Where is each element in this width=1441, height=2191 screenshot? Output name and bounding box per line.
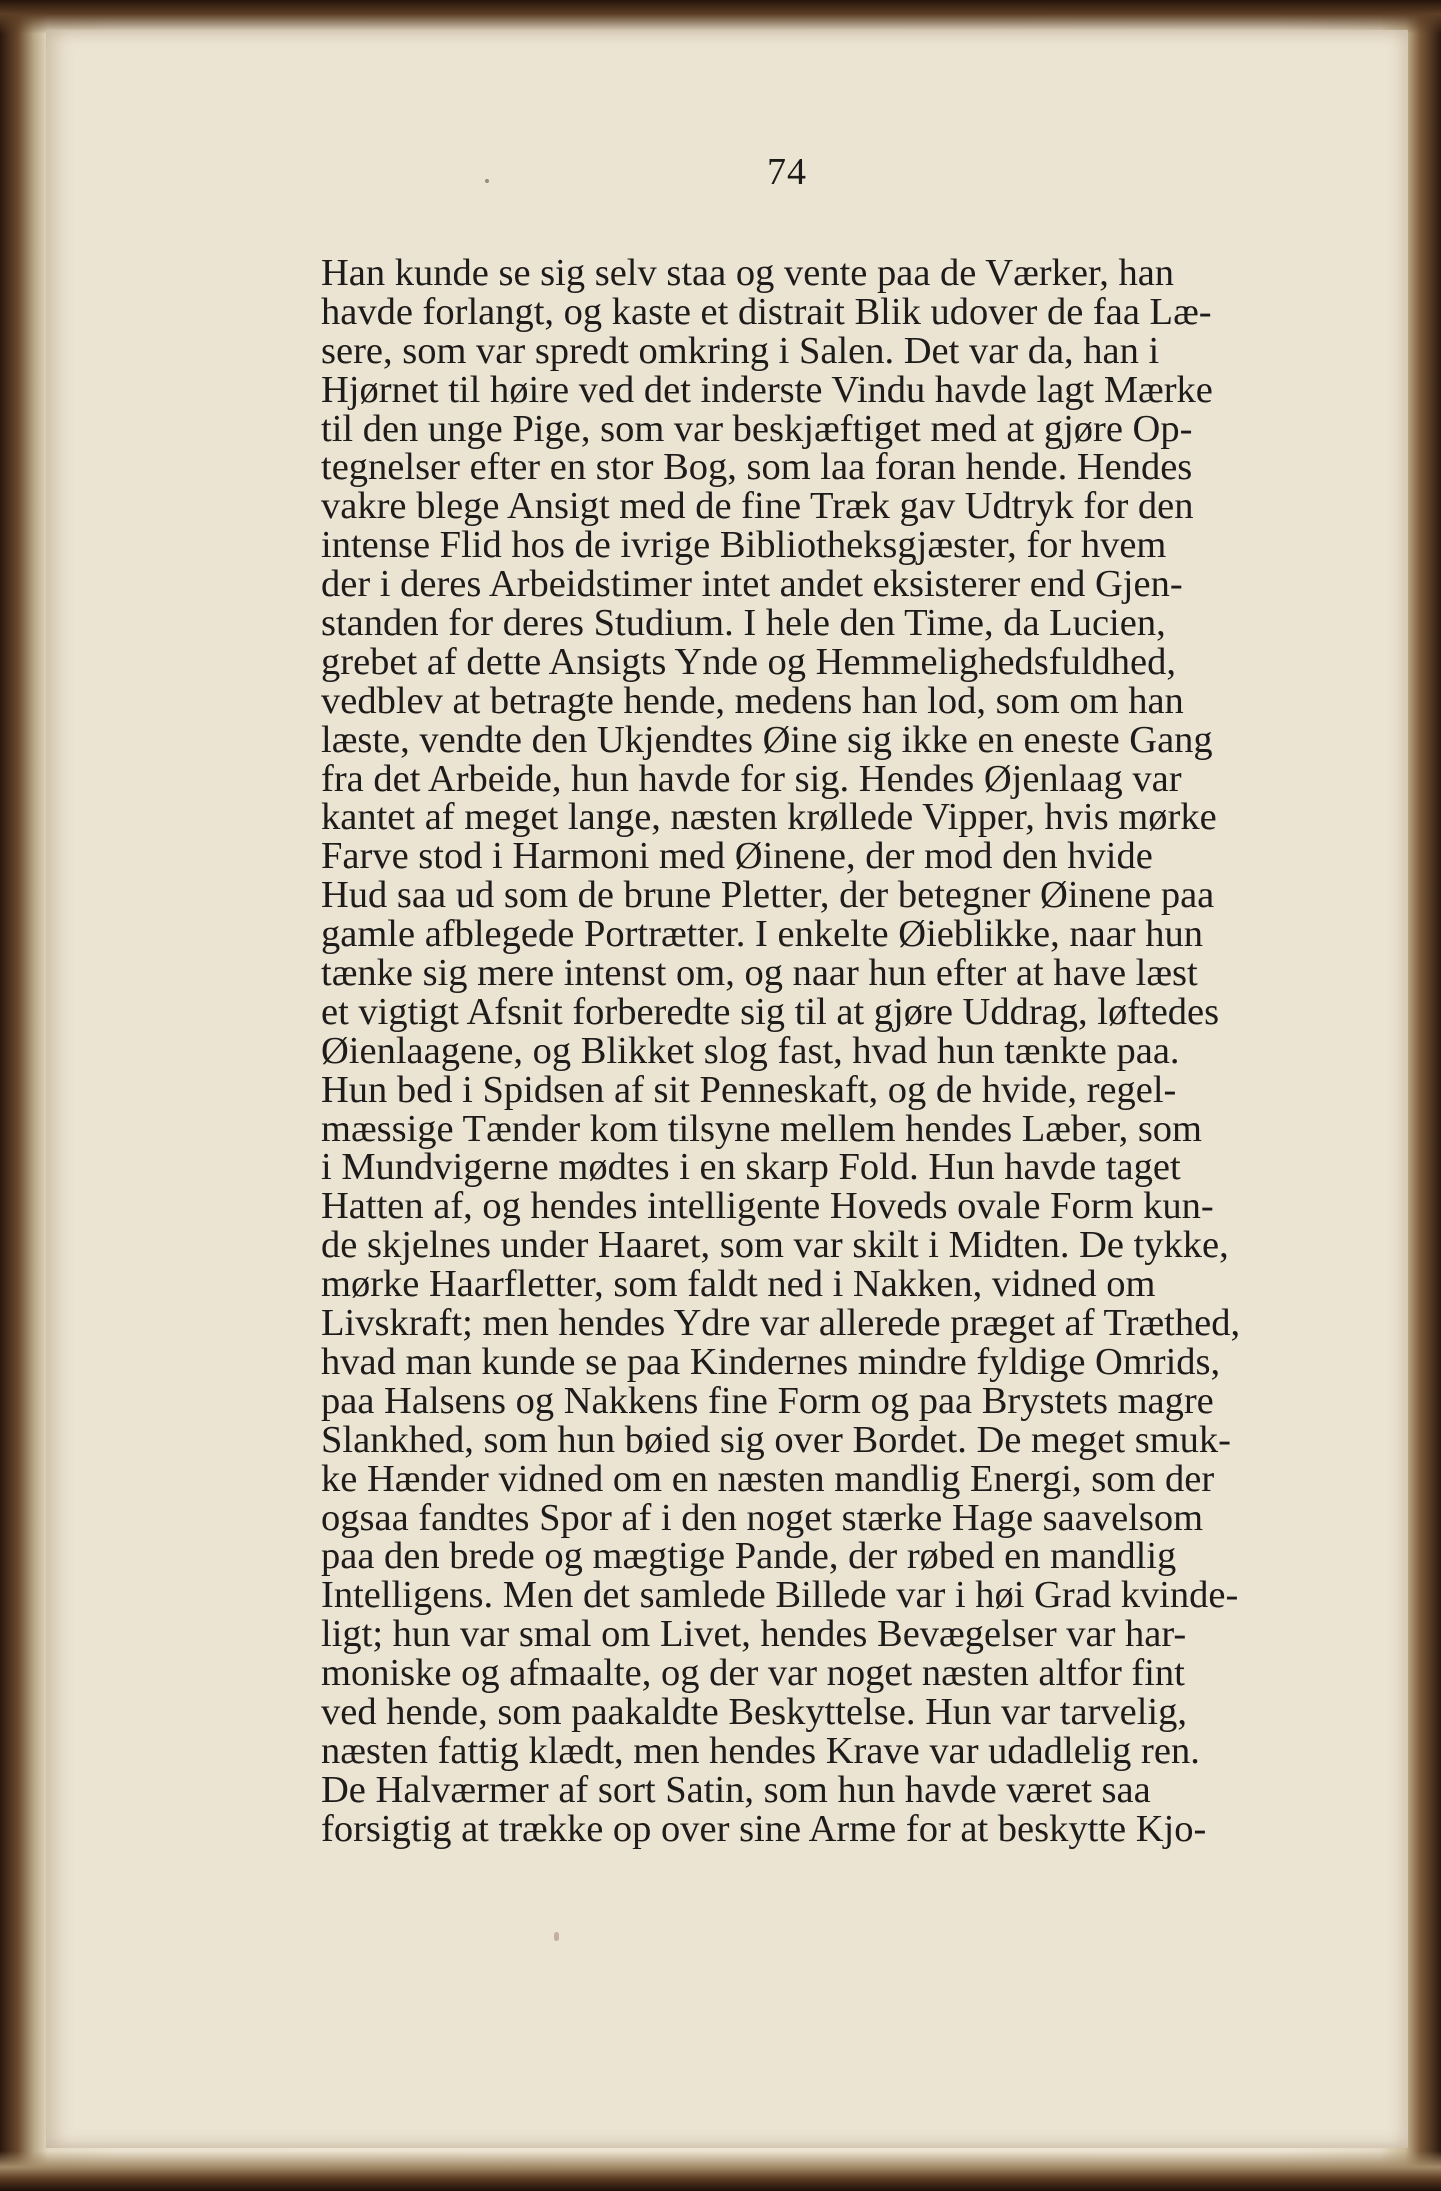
text-line: gamle afblegede Portrætter. I enkelte Øieblikke, naar hun <box>321 913 1203 956</box>
text-line: Hjørnet til høire ved det inderste Vindu havde lagt Mærke <box>321 368 1213 411</box>
text-line: mæssige Tænder kom tilsyne mellem hendes Læber, som <box>321 1107 1203 1150</box>
text-line: til den unge Pige, som var beskjæftiget med at gjøre Op- <box>321 407 1193 450</box>
text-line: fra det Arbeide, hun havde for sig. Hendes Øjenlaag var <box>321 757 1182 800</box>
text-line: næsten fattig klædt, men hendes Krave var udadlelig ren. <box>321 1729 1200 1772</box>
text-line: ligt; hun var smal om Livet, hendes Bevægelser var har- <box>321 1613 1187 1656</box>
text-line: forsigtig at trække op over sine Arme for at beskytte Kjo- <box>321 1807 1207 1850</box>
text-line: Han kunde se sig selv staa og vente paa de Værker, han <box>321 252 1175 294</box>
text-line: Øienlaagene, og Blikket slog fast, hvad hun tænkte paa. <box>321 1029 1180 1072</box>
text-line: havde forlangt, og kaste et distrait Blik udover de faa Læ- <box>321 290 1212 333</box>
text-line: hvad man kunde se paa Kindernes mindre fyldige Omrids, <box>321 1340 1221 1383</box>
text-line: moniske og afmaalte, og der var noget næsten altfor fint <box>321 1652 1185 1695</box>
text-line: De Halværmer af sort Satin, som hun havde været saa <box>321 1768 1151 1811</box>
text-line: Livskraft; men hendes Ydre var allerede præget af Træthed, <box>321 1302 1241 1345</box>
text-line: Intelligens. Men det samlede Billede var i høi Grad kvinde- <box>321 1574 1239 1617</box>
text-line: tænke sig mere intenst om, og naar hun efter at have læst <box>321 952 1198 995</box>
text-line: der i deres Arbeidstimer intet andet eksisterer end Gjen- <box>321 563 1183 606</box>
text-line: Hatten af, og hendes intelligente Hoveds ovale Form kun- <box>321 1185 1214 1228</box>
text-line: Hun bed i Spidsen af sit Penneskaft, og de hvide, regel- <box>321 1068 1177 1111</box>
text-line: ke Hænder vidned om en næsten mandlig Energi, som der <box>321 1457 1215 1500</box>
text-line: de skjelnes under Haaret, som var skilt i Midten. De tykke, <box>321 1224 1229 1267</box>
text-line: kantet af meget lange, næsten krøllede Vipper, hvis mørke <box>321 796 1217 839</box>
text-line: et vigtigt Afsnit forberedte sig til at gjøre Uddrag, løftedes <box>321 990 1220 1033</box>
text-line: mørke Haarfletter, som faldt ned i Nakken, vidned om <box>321 1263 1156 1306</box>
text-line: ved hende, som paakaldte Beskyttelse. Hun var tarvelig, <box>321 1690 1187 1733</box>
page-sheet <box>46 30 1408 2148</box>
text-line: paa den brede og mægtige Pande, der røbed en mandlig <box>321 1535 1177 1578</box>
text-line: sere, som var spredt omkring i Salen. Det var da, han i <box>321 329 1160 372</box>
text-line: læste, vendte den Ukjendtes Øine sig ikke en eneste Gang <box>321 718 1213 761</box>
text-line: ogsaa fandtes Spor af i den noget stærke Hage saavelsom <box>321 1496 1204 1539</box>
text-line: i Mundvigerne mødtes i en skarp Fold. Hun havde taget <box>321 1146 1181 1189</box>
paper-speck <box>554 1932 559 1941</box>
text-line: Farve stod i Harmoni med Øinene, der mod den hvide <box>321 835 1153 878</box>
page-number: 74 <box>767 151 807 193</box>
body-text <box>321 254 1359 1849</box>
text-line: tegnelser efter en stor Bog, som laa foran hende. Hendes <box>321 446 1193 489</box>
text-line: standen for deres Studium. I hele den Time, da Lucien, <box>321 602 1166 645</box>
text-line: Hud saa ud som de brune Pletter, der betegner Øinene paa <box>321 874 1215 917</box>
text-line: vakre blege Ansigt med de fine Træk gav Udtryk for den <box>321 485 1194 528</box>
text-line: grebet af dette Ansigts Ynde og Hemmelighedsfuldhed, <box>321 640 1176 683</box>
text-line: Slankhed, som hun bøied sig over Bordet. De meget smuk- <box>321 1418 1231 1461</box>
text-line: vedblev at betragte hende, medens han lod, som om han <box>321 679 1184 722</box>
text-line: paa Halsens og Nakkens fine Form og paa Brystets magre <box>321 1379 1214 1422</box>
text-line: intense Flid hos de ivrige Bibliotheksgjæster, for hvem <box>321 524 1167 567</box>
